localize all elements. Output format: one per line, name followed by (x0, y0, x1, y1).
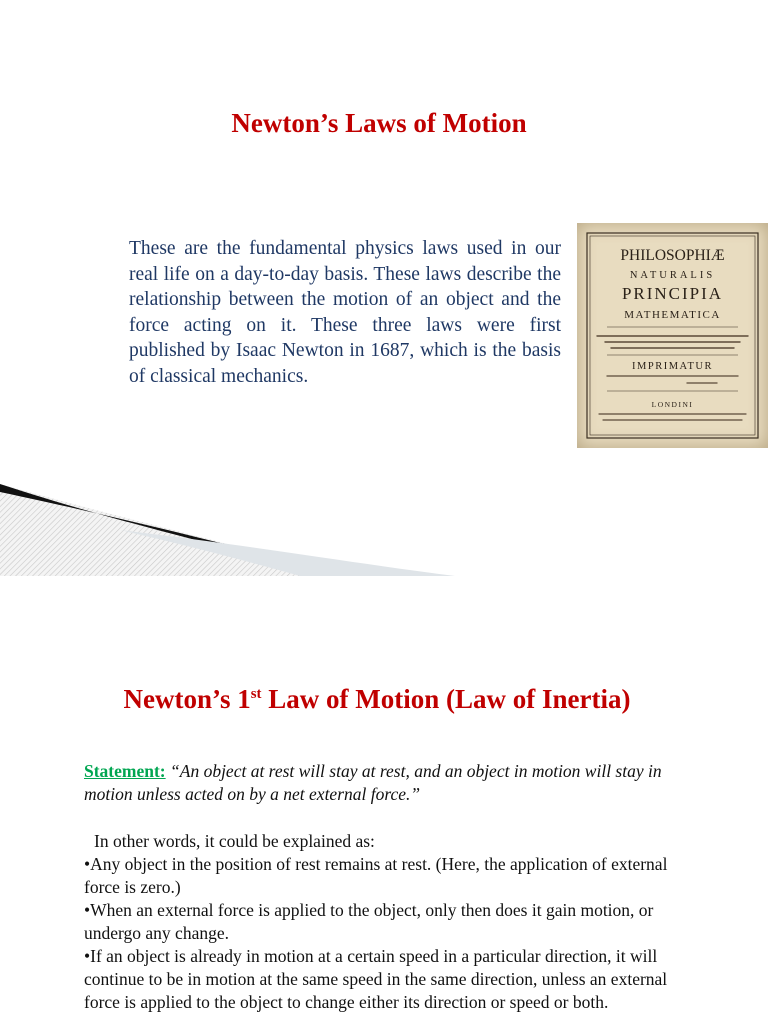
principia-title-page-image (577, 223, 768, 448)
statement-quote: “An object at rest will stay at rest, and an object in motion will stay in motion unless acted on by a net external force.” (84, 761, 662, 804)
list-item: •When an external force is applied to the object, only then does it gain motion, or undergo any change. (84, 900, 654, 943)
title-superscript: st (250, 686, 262, 702)
slide-2 (0, 576, 768, 1024)
book-line-naturalis: NATURALIS (629, 270, 716, 281)
title-pre: Newton’s 1 (123, 684, 251, 714)
statement-label: Statement: (84, 761, 166, 781)
book-line-londini: LONDINI (651, 400, 694, 409)
book-line-mathematica: MATHEMATICA (624, 309, 721, 321)
list-item: •Any object in the position of rest remains at rest. (Here, the application of external force is zero.) (84, 854, 668, 897)
book-line-imprimatur: IMPRIMATUR (632, 361, 713, 372)
explanation-list (84, 853, 694, 1014)
book-line-principia: PRINCIPIA (621, 284, 724, 303)
principia-title-page-drawing (577, 223, 768, 448)
decorative-swoosh (0, 478, 768, 576)
explanation-lead: In other words, it could be explained as: (94, 831, 375, 851)
book-line-philosophiae: PHILOSOPHIÆ (620, 247, 725, 264)
list-item: •If an object is already in motion at a certain speed in a particular direction, it will continue to be in motion at the same speed in the same direction, unless an external force is applied to the object to change either its direction or speed or both. (84, 946, 668, 1012)
intro-paragraph: These are the fundamental physics laws used in our real life on a day-to-day basis. These laws describe the relationship between the motion of an object and the force acting on it. These three laws were first published by Isaac Newton in 1687, which is the basis of classical mechanics. (129, 238, 561, 387)
slide-1-title: Newton’s Laws of Motion (231, 108, 527, 138)
title-post: Law of Motion (Law of Inertia) (261, 684, 631, 714)
slide-2-title (0, 684, 761, 715)
statement (84, 760, 694, 806)
